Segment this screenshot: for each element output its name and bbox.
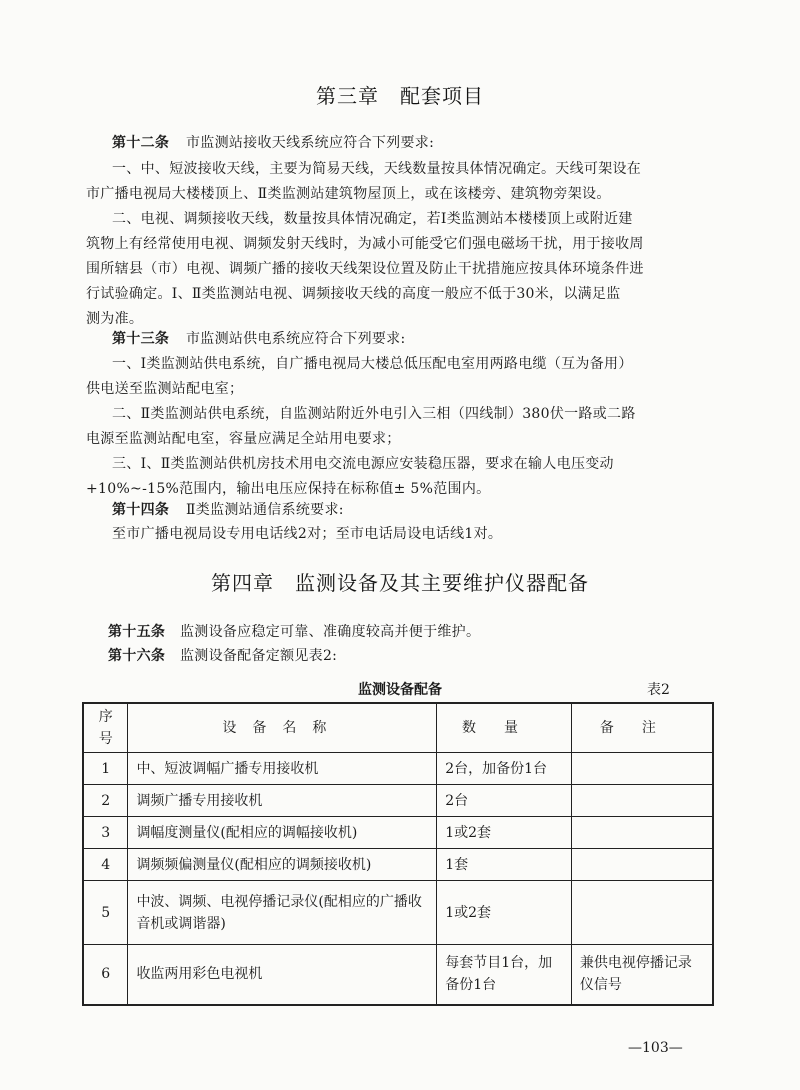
article-13-text: 市监测站供电系统应符合下列要求:	[185, 331, 406, 347]
article-12-line: 行试验确定。Ⅰ、Ⅱ类监测站电视、调频接收天线的高度一般应不低于30米，以满足监	[86, 286, 621, 302]
article-13-label: 第十三条	[112, 331, 170, 347]
article-14-line: 至市广播电视局设专用电话线2对；至市电话局设电话线1对。	[112, 526, 503, 542]
equipment-note	[571, 849, 713, 881]
equipment-name: 调频广播专用接收机	[128, 785, 437, 817]
article-13-line: 供电送至监测站配电室；	[86, 381, 244, 397]
table-row	[83, 849, 713, 881]
equipment-table	[82, 702, 714, 1006]
article-13-heading	[112, 327, 406, 351]
row-number: 4	[83, 849, 128, 881]
article-12-line: 一、中、短波接收天线，主要为简易天线，天线数量按具体情况确定。天线可架设在	[112, 161, 642, 177]
equipment-note	[571, 817, 713, 849]
article-16-text: 监测设备配备定额见表2:	[179, 648, 338, 664]
row-number: 6	[83, 945, 128, 1005]
column-header-no: 序号	[83, 703, 128, 753]
equipment-note	[571, 753, 713, 785]
row-number: 3	[83, 817, 128, 849]
article-14-label: 第十四条	[112, 502, 170, 518]
chapter-3-title: 第三章 配套项目	[316, 84, 484, 108]
table-caption: 监测设备配备	[358, 682, 442, 698]
table-row	[83, 785, 713, 817]
article-12-line: 测为准。	[86, 311, 144, 327]
article-12-heading	[112, 131, 434, 155]
equipment-note: 兼供电视停播记录仪信号	[571, 945, 713, 1005]
article-13-line: 三、Ⅰ、Ⅱ类监测站供机房技术用电交流电源应安装稳压器，要求在输人电压变动	[112, 456, 614, 472]
column-header-name: 设备名称	[128, 703, 437, 753]
page-number: —103—	[628, 1040, 683, 1056]
equipment-quantity: 2台	[437, 785, 572, 817]
column-header-quantity: 数量	[437, 703, 572, 753]
article-14-heading	[112, 498, 344, 522]
article-16-label: 第十六条	[108, 648, 166, 664]
article-13-line: 二、Ⅱ类监测站供电系统，自监测站附近外电引入三相（四线制）380伏一路或二路	[112, 406, 636, 422]
article-12-text: 市监测站接收天线系统应符合下列要求:	[185, 135, 435, 151]
chapter-4-title: 第四章 监测设备及其主要维护仪器配备	[211, 571, 589, 595]
row-number: 5	[83, 881, 128, 945]
equipment-note	[571, 881, 713, 945]
equipment-quantity: 1套	[437, 849, 572, 881]
article-16-heading	[108, 644, 337, 668]
equipment-name: 调幅度测量仪(配相应的调幅接收机)	[128, 817, 437, 849]
table-row	[83, 817, 713, 849]
article-13-line: 一、Ⅰ类监测站供电系统，自广播电视局大楼总低压配电室用两路电缆（互为备用）	[112, 356, 633, 372]
table-row	[83, 753, 713, 785]
article-12-line: 市广播电视局大楼楼顶上、Ⅱ类监测站建筑物屋顶上，或在该楼旁、建筑物旁架设。	[86, 186, 611, 202]
article-13-line: +10%~-15%范围内，输出电压应保持在标称值± 5%范围内。	[86, 481, 491, 497]
article-15-label: 第十五条	[108, 624, 166, 640]
equipment-name: 中、短波调幅广播专用接收机	[128, 753, 437, 785]
article-12-label: 第十二条	[112, 135, 170, 151]
table-row	[83, 945, 713, 1005]
equipment-quantity: 2台，加备份1台	[437, 753, 572, 785]
article-15-heading	[108, 620, 480, 644]
article-14-text: Ⅱ类监测站通信系统要求:	[185, 502, 344, 518]
equipment-name: 收监两用彩色电视机	[128, 945, 437, 1005]
equipment-quantity: 每套节目1台，加备份1台	[437, 945, 572, 1005]
row-number: 2	[83, 785, 128, 817]
equipment-name: 中波、调频、电视停播记录仪(配相应的广播收音机或调谐器)	[128, 881, 437, 945]
equipment-quantity: 1或2套	[437, 817, 572, 849]
column-header-note: 备注	[571, 703, 713, 753]
equipment-name: 调频频偏测量仪(配相应的调频接收机)	[128, 849, 437, 881]
article-12-line: 筑物上有经常使用电视、调频发射天线时，为减小可能受它们强电磁场干扰，用于接收周	[86, 236, 644, 252]
table-row	[83, 881, 713, 945]
table-number: 表2	[647, 682, 670, 698]
equipment-quantity: 1或2套	[437, 881, 572, 945]
article-12-line: 二、电视、调频接收天线，数量按具体情况确定，若Ⅰ类监测站本楼楼顶上或附近建	[112, 211, 633, 227]
table-header-row	[83, 703, 713, 753]
article-13-line: 电源至监测站配电室，容量应满足全站用电要求；	[86, 431, 401, 447]
equipment-note	[571, 785, 713, 817]
article-15-text: 监测设备应稳定可靠、准确度较高并便于维护。	[179, 624, 481, 640]
article-12-line: 围所辖县（市）电视、调频广播的接收天线架设位置及防止干扰措施应按具体环境条件进	[86, 261, 644, 277]
row-number: 1	[83, 753, 128, 785]
